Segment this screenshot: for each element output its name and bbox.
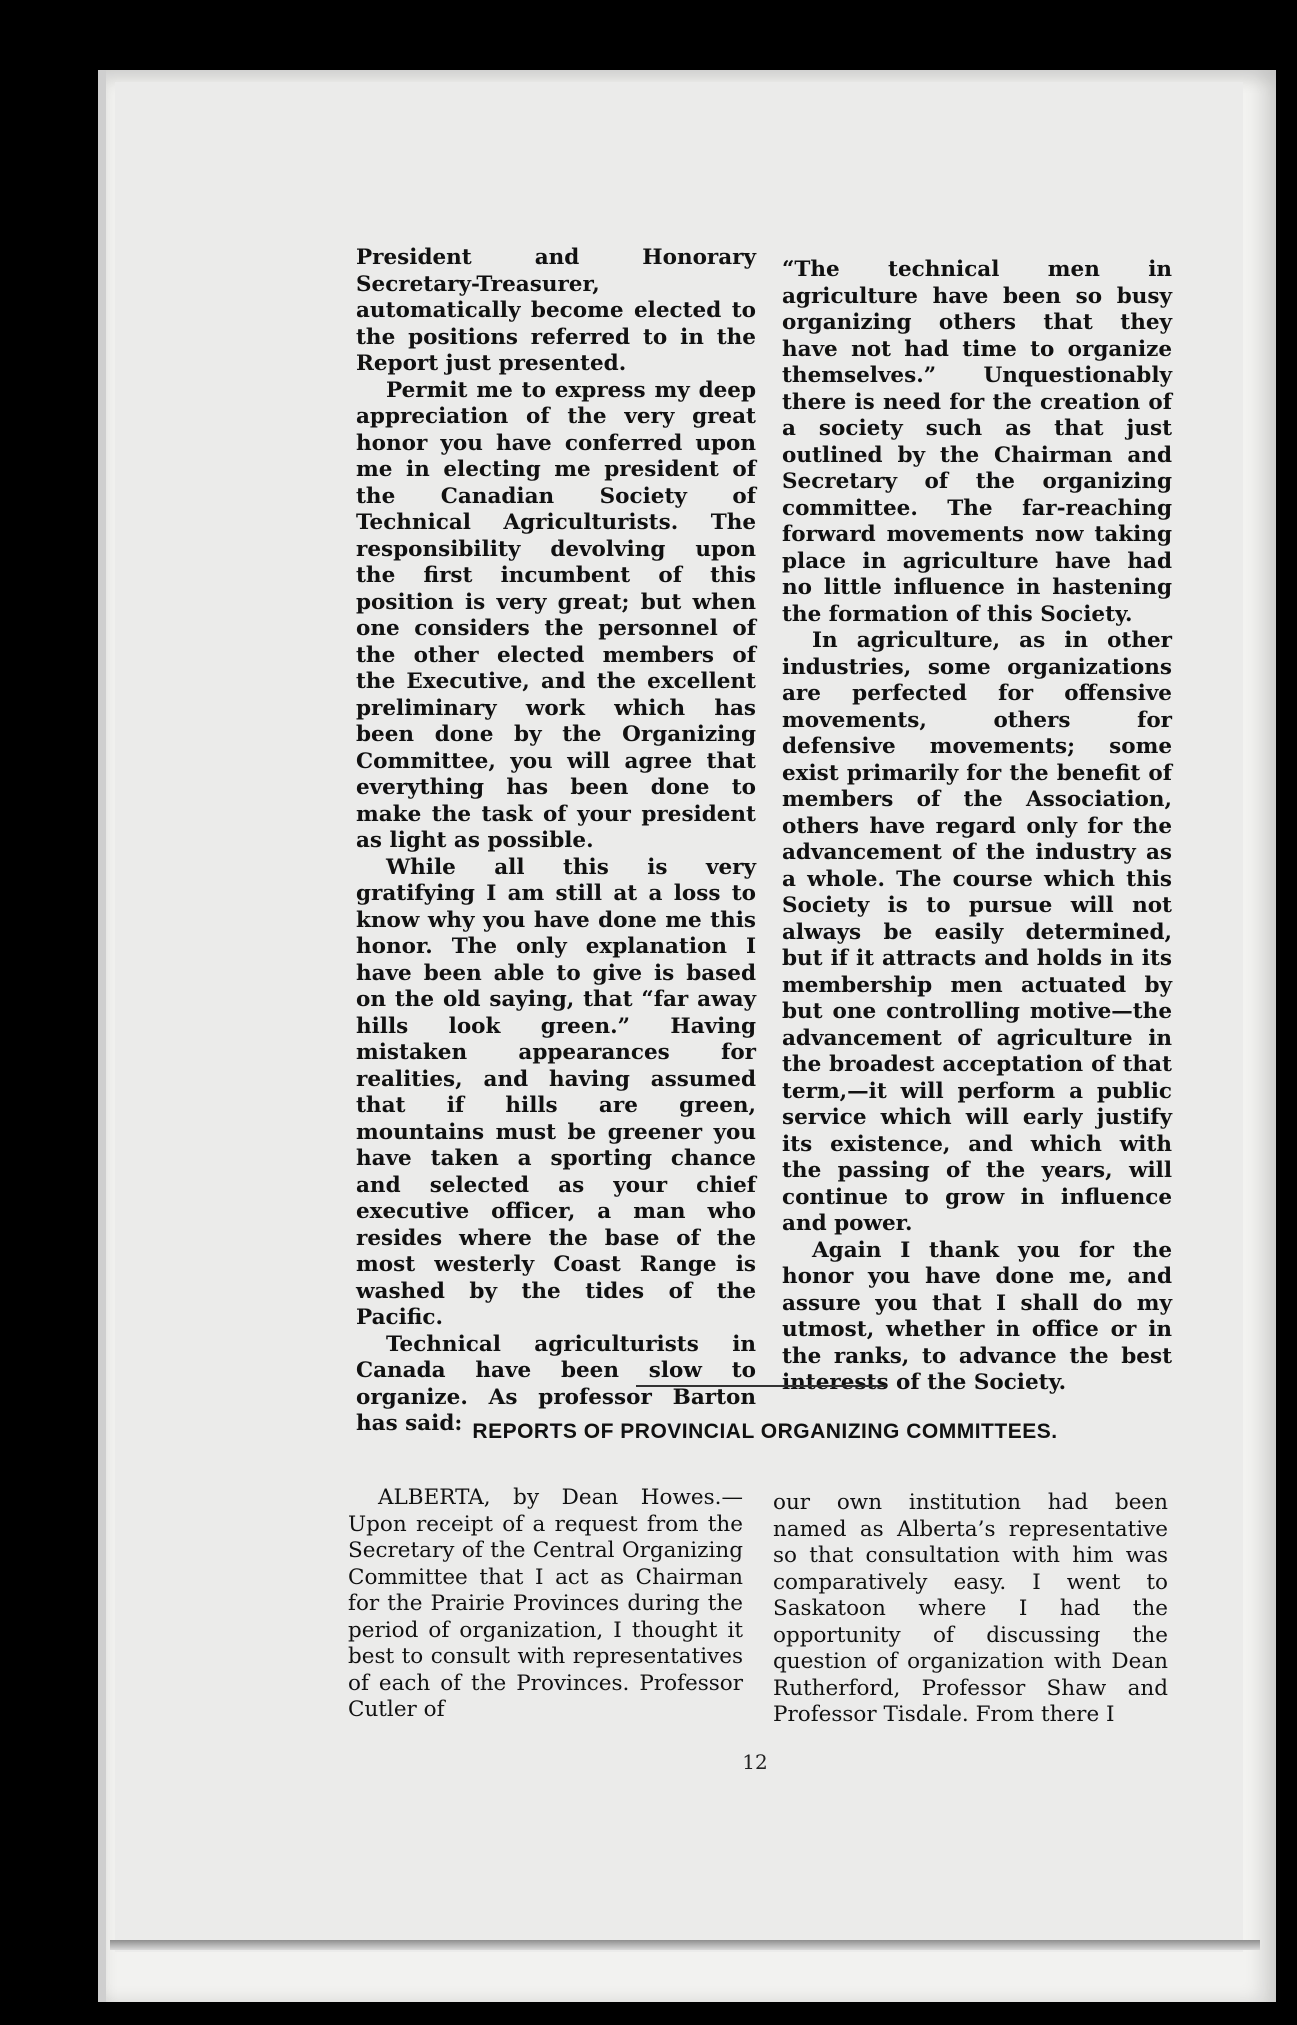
column-top-right [782,257,1172,1397]
paragraph: Permit me to express my deep appreciation of the very great honor you have conferred upon me in electing me president of the Canadian Society of Technical Agriculturists. The responsibility devolving upon the first incumbent of this position is very great; but when one considers the personnel of the other elected members of the Executive, and the excellent preliminary work which has been done by the Organizing Committee, you will agree that everything has been done to make the task of your president as light as possible. [356,377,756,853]
paragraph: In agriculture, as in other industries, some organizations are perfected for offensive movements, others for defensive movements; some exist primarily for the benefit of members of the Association, others have regard only for the advancement of the industry as a whole. The course which this Society is to pursue will not always be easily determined, but if it attracts and holds in its membership men actuated by but one controlling motive—the advancement of agriculture in the broadest acceptation of that term,—it will perform a public service which will early justify its existence, and which with the passing of the years, will continue to grow in influence and power. [782,628,1172,1236]
column-bottom-right [773,1490,1168,1729]
column-bottom-left [348,1485,743,1724]
paragraph: Again I thank you for the honor you have done me, and assure you that I shall do my utmost, whether in office or in the ranks, to advance the best interests of the Society. [782,1237,1172,1395]
page-number: 12 [742,1750,768,1774]
paragraph: “The technical men in agriculture have been so busy organizing others that they have not had time to organize themselves.” Unquestionably there is need for the creation of a society such as that just outlined by the Chairman and Secretary of the organizing committee. The far-reaching forward movements now taking place in agriculture have had no little influence in hastening the formation of this Society. [782,257,1172,627]
column-top-left [356,245,756,1438]
paragraph: Technical agriculturists in Canada have been slow to organize. As professor Barton has said: [356,1331,756,1436]
paragraph: our own institution had been named as Alberta’s representative so that consultation with him was comparatively easy. I went to Saskatoon where I had the opportunity of discussing the question of organization with Dean Rutherford, Professor Shaw and Professor Tisdale. From there I [773,1490,1168,1727]
paragraph: While all this is very gratifying I am still at a loss to know why you have done me this honor. The only explanation I have been able to give is based on the old saying, that “far away hills look green.” Having mistaken appearances for realities, and having assumed that if hills are green, mountains must be greener you have taken a sporting chance and selected as your chief executive officer, a man who resides where the base of the most westerly Coast Range is washed by the tides of the Pacific. [356,854,756,1330]
paragraph: President and Honorary Secretary-Treasurer, automatically become elected to the positions referred to in the Report just presented. [356,245,756,376]
paragraph: ALBERTA, by Dean Howes.— Upon receipt of a request from the Secretary of the Central Organizing Committee that I act as Chairman for the Prairie Provinces during the period of organization, I thought it best to consult with representatives of each of the Provinces. Professor Cutler of [348,1485,743,1722]
section-divider [636,1385,886,1387]
section-heading: REPORTS OF PROVINCIAL ORGANIZING COMMITTEES. [472,1420,1058,1443]
page-bottom-edge [110,1940,1260,1950]
